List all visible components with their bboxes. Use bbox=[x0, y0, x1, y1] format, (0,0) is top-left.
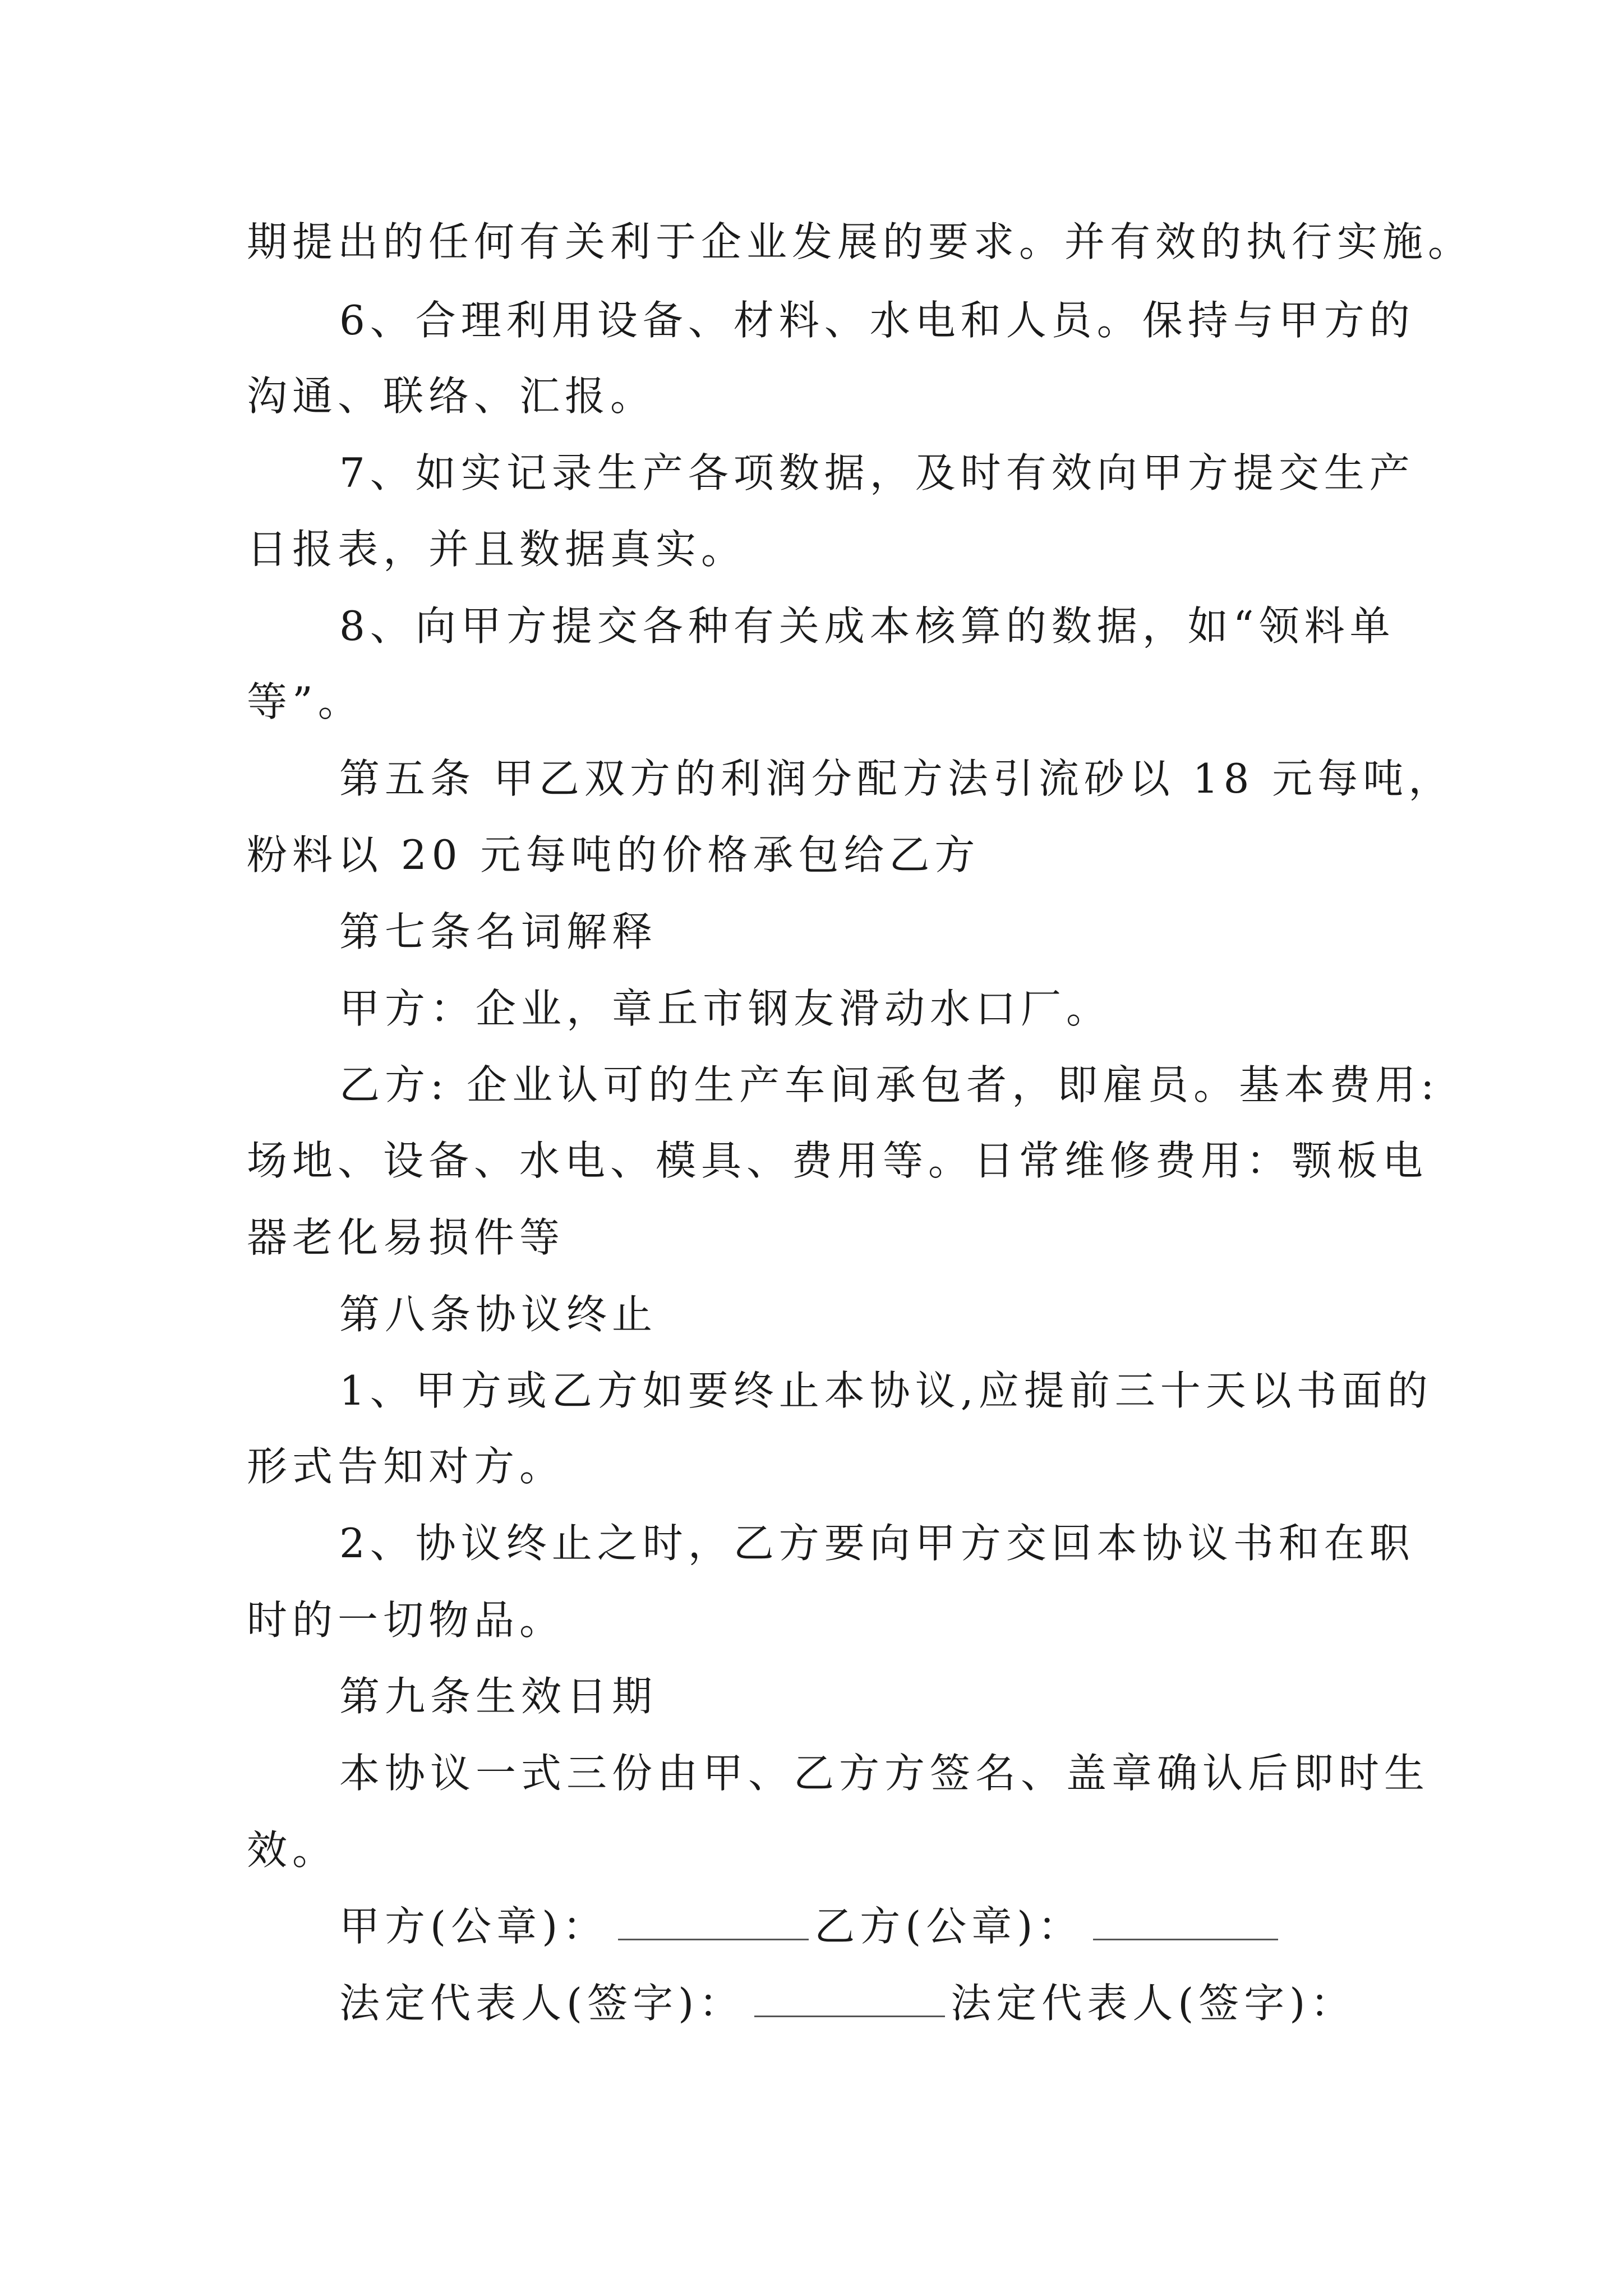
text-line: 等”。 bbox=[247, 678, 363, 725]
text-line: 7、如实记录生产各项数据，及时有效向甲方提交生产 bbox=[339, 449, 1415, 496]
seal-signature-row bbox=[339, 1903, 1284, 1950]
text-line: 时的一切物品。 bbox=[247, 1596, 565, 1644]
text-line: 甲方：企业，章丘市钢友滑动水口厂。 bbox=[339, 985, 1112, 1032]
legal-rep-a-label: 法定代表人(签字)： bbox=[339, 1980, 745, 2027]
text-line: 本协议一式三份由甲、乙方方签名、盖章确认后即时生 bbox=[339, 1750, 1430, 1797]
text-line: 沟通、联络、汇报。 bbox=[247, 372, 656, 420]
text-line: 1、甲方或乙方如要终止本协议,应提前三十天以书面的 bbox=[339, 1367, 1433, 1414]
text-line: 乙方: 企业认可的生产车间承包者，即雇员。基本费用: bbox=[339, 1061, 1440, 1108]
legal-rep-signature-row bbox=[339, 1980, 1356, 2027]
text-line: 8、向甲方提交各种有关成本核算的数据，如“领料单 bbox=[339, 602, 1395, 650]
text-line: 日报表，并且数据真实。 bbox=[247, 526, 747, 573]
text-line: 器老化易损件等 bbox=[247, 1214, 565, 1261]
text-line: 形式告知对方。 bbox=[247, 1443, 565, 1490]
text-line: 6、合理利用设备、材料、水电和人员。保持与甲方的 bbox=[339, 297, 1415, 344]
party-b-seal-label: 乙方(公章)： bbox=[814, 1903, 1083, 1950]
section-heading: 第八条协议终止 bbox=[339, 1291, 658, 1338]
legal-rep-b-label: 法定代表人(签字)： bbox=[951, 1980, 1356, 2027]
text-line: 场地、设备、水电、模具、费用等。日常维修费用：颚板电 bbox=[247, 1137, 1428, 1184]
party-a-seal-blank bbox=[618, 1936, 809, 1940]
party-a-seal-label: 甲方(公章)： bbox=[339, 1903, 608, 1950]
legal-rep-a-blank bbox=[754, 2013, 945, 2017]
text-line: 期提出的任何有关利于企业发展的要求。并有效的执行实施。 bbox=[247, 218, 1474, 265]
section-heading: 第七条名词解释 bbox=[339, 908, 658, 955]
party-b-seal-blank bbox=[1093, 1936, 1278, 1940]
text-line: 粉料以 20 元每吨的价格承包给乙方 bbox=[247, 831, 980, 878]
text-line: 2、协议终止之时，乙方要向甲方交回本协议书和在职 bbox=[339, 1520, 1415, 1567]
section-heading: 第九条生效日期 bbox=[339, 1673, 658, 1720]
text-line: 效。 bbox=[247, 1826, 338, 1874]
text-line: 第五条 甲乙双方的利润分配方法引流砂以 18 元每吨， bbox=[339, 755, 1454, 802]
